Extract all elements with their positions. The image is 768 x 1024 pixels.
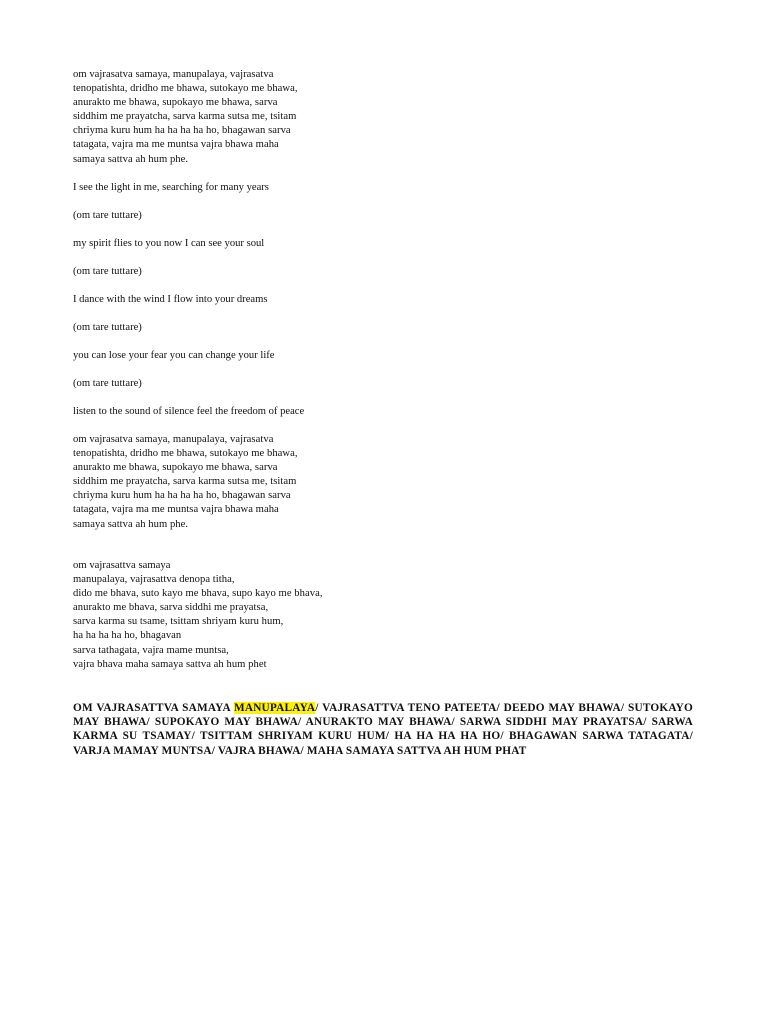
mantra-line: tatagata, vajra ma me muntsa vajra bhawa maha [73,504,279,516]
mantra-line: om vajrasatva samaya, manupalaya, vajrasatva [73,434,274,445]
highlighted-word: MANUPALAYA [233,702,316,714]
lyric-line: listen to the sound of silence feel the freedom of peace [73,406,305,417]
lyric-line: I see the light in me, searching for many years [73,182,269,193]
lyric-line: I dance with the wind I flow into your dreams [73,294,268,305]
refrain-line: (om tare tuttare) [73,210,142,221]
mantra-block-3 [73,559,713,672]
mantra-line: samaya sattva ah hum phe. [73,153,189,165]
mantra-line: samaya sattva ah hum phe. [73,518,189,530]
mantra-line: tenopatishta, dridho me bhawa, sutokayo me bhawa, [73,83,298,95]
mantra-line: dido me bhava, suto kayo me bhava, supo kayo me bhava, [73,588,323,600]
caps-suffix: / VAJRASATTVA TENO PATEETA/ DEEDO MAY BHAWA/ SUTOKAYO MAY BHAWA/ SUPOKAYO MAY BHAWA/ ANURAKTO MAY BHAWA/ SARWA SIDDHI MAY PRAYATSA/ SARWA KARMA SU TSAMAY/ TSITTAM SHRIYAM KURU HUM/ HA HA HA HA HO/ BHAGAWAN SARWA TATAGATA/ VARJA MAMAY MUNTSA/ VAJRA BHAWA/ MAHA SAMAYA SATTVA AH HUM PHAT [73,702,693,757]
refrain-line: (om tare tuttare) [73,378,142,389]
mantra-line: anurakto me bhava, sarva siddhi me prayatsa, [73,602,269,614]
mantra-line: om vajrasattva samaya [73,560,171,571]
refrain-line: (om tare tuttare) [73,322,142,333]
mantra-line: manupalaya, vajrasattva denopa titha, [73,574,235,586]
mantra-line: chriyma kuru hum ha ha ha ha ho, bhagawan sarva [73,125,291,137]
lyric-line: you can lose your fear you can change your life [73,350,275,361]
mantra-line: anurakto me bhawa, supokayo me bhawa, sarva [73,462,278,474]
mantra-line: siddhim me prayatcha, sarva karma sutsa me, tsitam [73,111,297,123]
mantra-block-1 [73,68,713,167]
mantra-line: chriyma kuru hum ha ha ha ha ho, bhagawan sarva [73,490,291,502]
refrain-line: (om tare tuttare) [73,266,142,277]
mantra-line: tatagata, vajra ma me muntsa vajra bhawa maha [73,139,279,151]
caps-mantra-paragraph [73,701,693,758]
mantra-line: vajra bhava maha samaya sattva ah hum phet [73,658,267,670]
mantra-line: om vajrasatva samaya, manupalaya, vajrasatva [73,69,274,80]
lyric-line: my spirit flies to you now I can see your soul [73,238,265,249]
mantra-line: tenopatishta, dridho me bhawa, sutokayo me bhawa, [73,448,298,460]
mantra-line: sarva karma su tsame, tsittam shriyam kuru hum, [73,616,284,628]
mantra-line: ha ha ha ha ho, bhagavan [73,630,182,642]
mantra-line: siddhim me prayatcha, sarva karma sutsa me, tsitam [73,476,297,488]
caps-prefix: OM VAJRASATTVA SAMAYA [73,702,234,714]
mantra-line: sarva tathagata, vajra mame muntsa, [73,644,229,656]
mantra-block-2 [73,433,713,532]
mantra-line: anurakto me bhawa, supokayo me bhawa, sarva [73,97,278,109]
